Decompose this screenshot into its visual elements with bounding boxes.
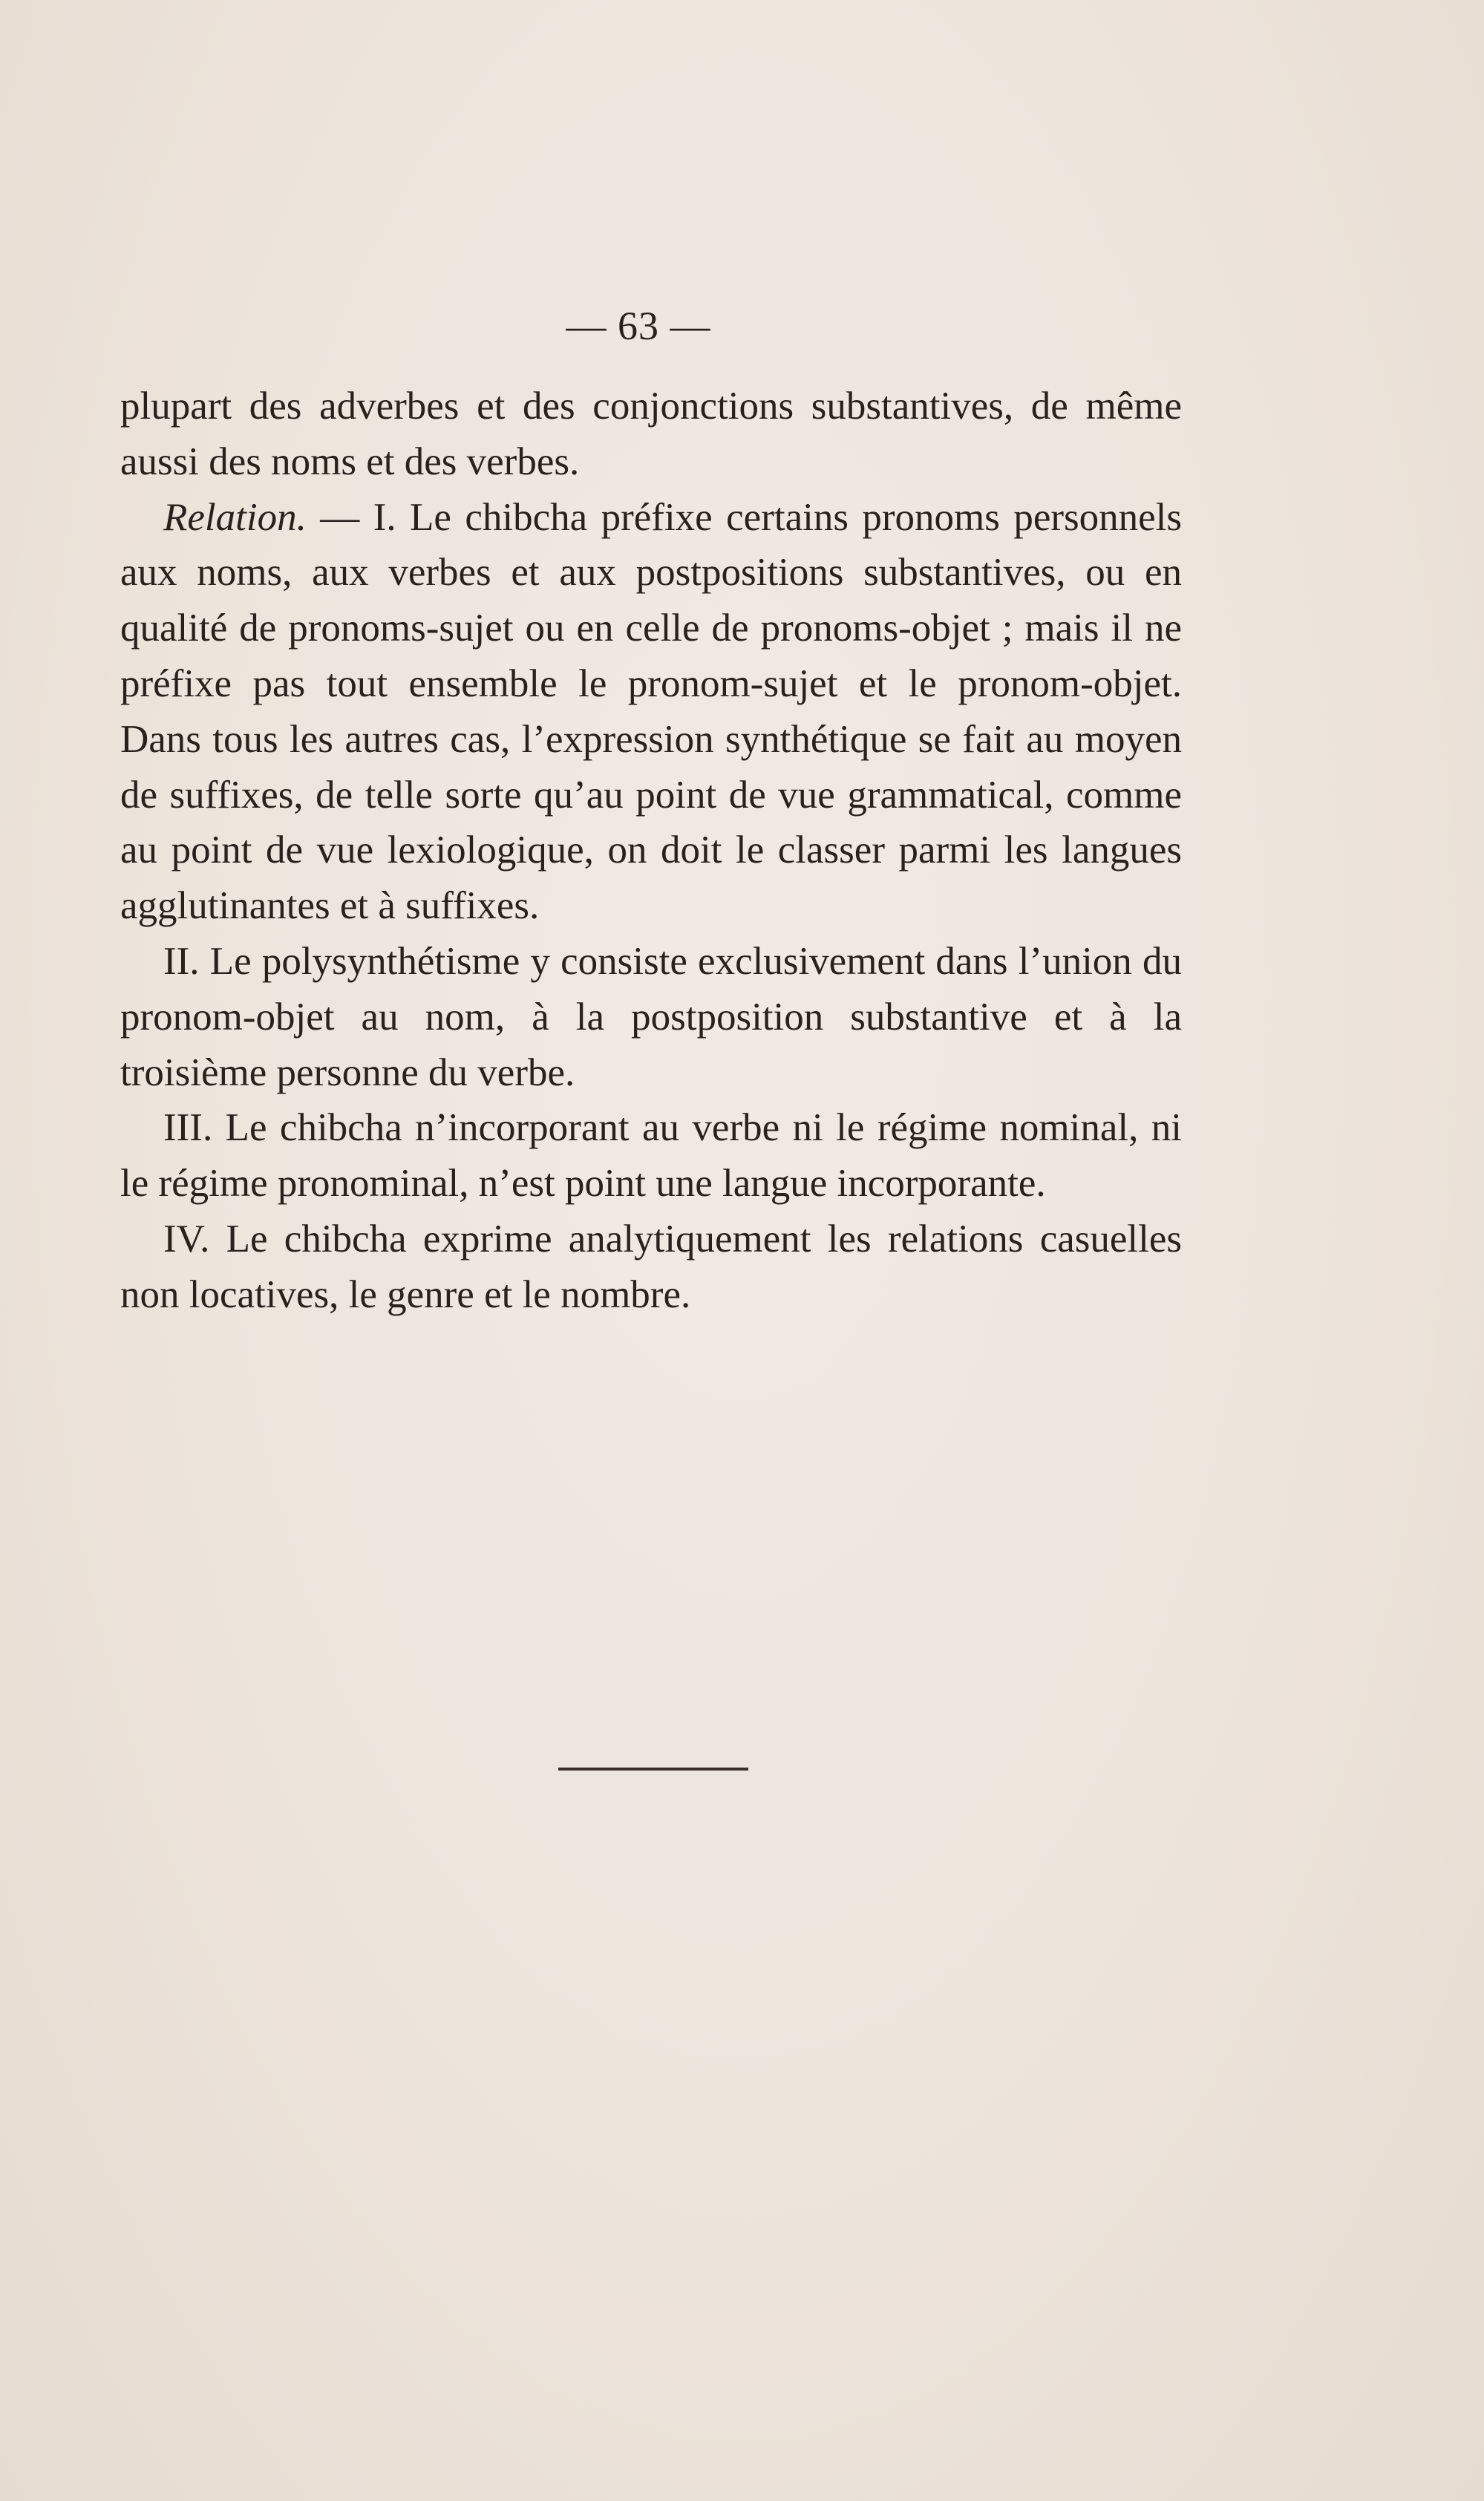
- end-rule-divider: [558, 1768, 748, 1771]
- paragraph-text: — I. Le chibcha préfixe certains pronoms personnels aux noms, aux verbes et aux postpositions substantives, ou en qualité de pronoms-sujet ou en celle de pronoms-objet ; mais il ne préfixe pas tout ensemble le pronom-sujet et le pronom-objet. Dans tous les autres cas, l’expression synthétique se fait au moyen de suffixes, de telle sorte qu’au point de vue grammatical, comme au point de vue lexiologique, on doit le classer parmi les langues agglutinantes et à suffixes.: [120, 495, 1182, 928]
- paragraph-iii: [120, 1100, 1182, 1212]
- section-label: Relation.: [163, 495, 307, 539]
- paragraph-continuation: [120, 379, 1182, 490]
- paragraph-text: II. Le polysynthétisme y consiste exclusivement dans l’union du pronom-objet au nom, à la postposition substantive et à la troisième personne du verbe.: [120, 939, 1182, 1094]
- page-number: — 63 —: [566, 304, 711, 348]
- paragraph-ii: [120, 934, 1182, 1100]
- paragraph-text: IV. Le chibcha exprime analytiquement les relations casuelles non locatives, le genre et le nombre.: [120, 1217, 1182, 1316]
- paragraph-text: plupart des adverbes et des conjonctions substantives, de même aussi des noms et des verbes.: [120, 385, 1182, 483]
- paragraph-text: III. Le chibcha n’incorporant au verbe ni le régime nominal, ni le régime pronominal, n’est point une langue incorporante.: [120, 1106, 1182, 1206]
- paragraph-relation: [120, 490, 1182, 934]
- body-text: [120, 379, 1182, 1323]
- paragraph-iv: [120, 1212, 1182, 1323]
